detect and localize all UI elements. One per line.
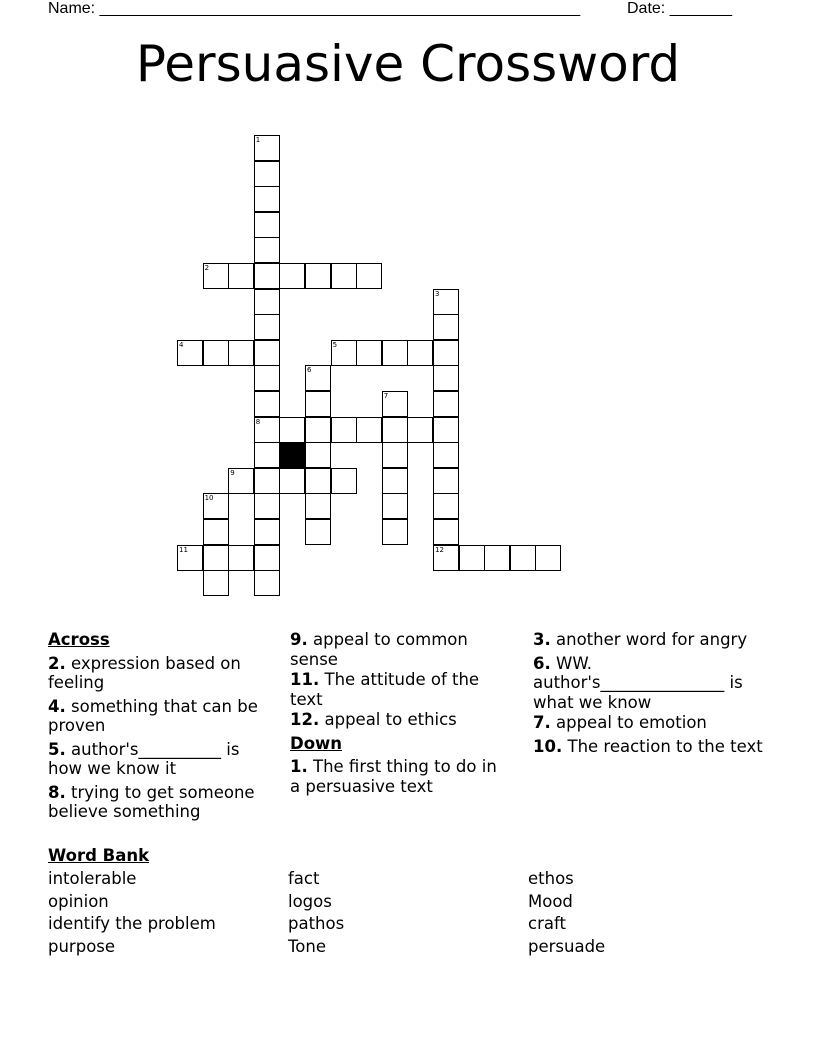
crossword-cell[interactable] (305, 519, 331, 545)
crossword-cell[interactable] (433, 391, 459, 417)
clue-text: WW. author's_______________ is what we know (533, 653, 743, 712)
crossword-cell[interactable] (510, 545, 536, 571)
clue-number: 11. (290, 670, 320, 689)
crossword-cell[interactable] (254, 314, 280, 340)
cell-number: 3 (435, 289, 440, 298)
clue-down-1 (290, 757, 510, 796)
clue-number: 12. (290, 710, 320, 729)
crossword-cell[interactable] (382, 468, 408, 494)
down-heading: Down (290, 733, 343, 753)
cell-number: 5 (332, 340, 338, 349)
clue-number: 2. (48, 653, 66, 673)
word-bank-item: intolerable (48, 869, 137, 888)
word-bank-column-2 (288, 868, 344, 958)
crossword-cell[interactable] (254, 391, 280, 417)
crossword-cell[interactable] (382, 519, 408, 545)
crossword-cell[interactable] (254, 212, 280, 238)
clue-across-8 (48, 783, 273, 822)
crossword-cell[interactable] (305, 417, 331, 443)
crossword-cell[interactable] (382, 493, 408, 519)
crossword-cell[interactable] (433, 365, 459, 391)
crossword-cell[interactable] (228, 545, 254, 571)
crossword-cell[interactable] (203, 340, 229, 366)
clue-text: trying to get someone believe something (48, 782, 255, 821)
clue-across-5 (48, 740, 273, 779)
crossword-cell[interactable] (433, 417, 459, 443)
crossword-cell[interactable] (228, 340, 254, 366)
across-heading: Across (48, 630, 110, 649)
crossword-cell[interactable] (382, 442, 408, 468)
crossword-cell[interactable] (433, 442, 459, 468)
clue-text: something that can be proven (48, 696, 258, 735)
crossword-cell[interactable] (382, 340, 408, 366)
crossword-cell[interactable] (279, 417, 305, 443)
crossword-cell[interactable] (407, 417, 433, 443)
crossword-cell[interactable] (254, 493, 280, 519)
clues-column-3 (533, 630, 773, 756)
crossword-cell[interactable] (254, 442, 280, 468)
crossword-cell[interactable] (535, 545, 561, 571)
crossword-cell[interactable] (254, 468, 280, 494)
crossword-cell[interactable] (203, 519, 229, 545)
crossword-cell[interactable] (305, 391, 331, 417)
clue-text: The attitude of the text (290, 670, 480, 709)
clue-down-3 (533, 630, 773, 650)
clue-text: appeal to ethics (324, 710, 457, 729)
word-bank-item: Tone (288, 936, 326, 956)
clue-text: appeal to common sense (290, 630, 468, 669)
word-bank-item: ethos (528, 869, 574, 888)
crossword-cell[interactable] (484, 545, 510, 571)
crossword-cell[interactable] (407, 340, 433, 366)
crossword-cell[interactable] (331, 468, 357, 494)
cell-number: 8 (255, 417, 261, 426)
crossword-cell[interactable] (305, 263, 331, 289)
clue-number: 4. (48, 696, 66, 716)
clues-column-2 (290, 630, 510, 796)
cell-number: 7 (383, 392, 389, 400)
word-bank-item: Mood (528, 891, 573, 911)
crossword-cell[interactable] (305, 493, 331, 519)
crossword-cell[interactable] (203, 263, 229, 289)
clues-column-1 (48, 630, 273, 822)
crossword-cell[interactable] (433, 545, 459, 571)
word-bank-item: opinion (48, 891, 109, 911)
date-field-label: Date: _______ (627, 0, 732, 17)
crossword-cell[interactable] (459, 545, 485, 571)
word-bank-item: fact (288, 869, 320, 888)
clue-number: 10. (533, 736, 563, 756)
crossword-cell[interactable] (356, 263, 382, 289)
clue-number: 1. (290, 757, 308, 776)
word-bank-column-1 (48, 868, 216, 958)
crossword-cell[interactable] (433, 493, 459, 519)
crossword-cell[interactable] (433, 289, 459, 315)
cell-number: 1 (255, 136, 261, 144)
crossword-cell[interactable] (254, 186, 280, 212)
clue-across-9 (290, 630, 510, 669)
crossword-block (279, 442, 305, 468)
crossword-cell[interactable] (254, 570, 280, 596)
clue-across-2 (48, 654, 273, 693)
name-field-label: Name: ______________________________________________________ (48, 0, 581, 17)
crossword-cell[interactable] (433, 314, 459, 340)
crossword-cell[interactable] (331, 340, 357, 366)
word-bank-heading: Word Bank (48, 846, 150, 865)
crossword-cell[interactable] (254, 237, 280, 263)
crossword-cell[interactable] (356, 340, 382, 366)
crossword-cell[interactable] (254, 263, 280, 289)
clue-text: author's__________ is how we know it (48, 739, 240, 778)
crossword-cell[interactable] (254, 545, 280, 571)
crossword-cell[interactable] (254, 289, 280, 315)
word-bank-item: craft (528, 914, 566, 934)
crossword-cell[interactable] (254, 365, 280, 391)
clue-down-7 (533, 713, 773, 733)
crossword-cell[interactable] (279, 468, 305, 494)
crossword-cell[interactable] (254, 161, 280, 187)
clue-number: 8. (48, 782, 66, 802)
crossword-cell[interactable] (177, 545, 203, 571)
word-bank-column-3 (528, 868, 605, 958)
crossword-cell[interactable] (331, 263, 357, 289)
crossword-cell[interactable] (203, 570, 229, 596)
crossword-cell[interactable] (356, 417, 382, 443)
crossword-cell[interactable] (254, 340, 280, 366)
clue-text: The first thing to do in a persuasive text (290, 757, 497, 796)
crossword-cell[interactable] (305, 365, 331, 391)
crossword-cell[interactable] (254, 519, 280, 545)
word-bank-item: purpose (48, 936, 116, 956)
crossword-cell[interactable] (382, 417, 408, 443)
cell-number: 2 (204, 264, 210, 272)
crossword-cell[interactable] (177, 340, 203, 366)
clue-number: 7. (533, 713, 551, 732)
crossword-cell[interactable] (305, 468, 331, 494)
cell-number: 6 (307, 366, 312, 375)
clue-across-4 (48, 697, 273, 736)
clue-number: 6. (533, 653, 551, 673)
word-bank-item: pathos (288, 914, 345, 934)
word-bank-item: persuade (528, 936, 606, 956)
clue-number: 5. (48, 739, 66, 759)
crossword-cell[interactable] (433, 519, 459, 545)
clue-text: The reaction to the text (567, 736, 763, 756)
word-bank-item: identify the problem (48, 914, 216, 934)
crossword-cell[interactable] (203, 493, 229, 519)
crossword-cell[interactable] (305, 442, 331, 468)
clue-across-11 (290, 670, 510, 709)
crossword-cell[interactable] (228, 263, 254, 289)
crossword-cell[interactable] (228, 468, 254, 494)
clue-number: 3. (533, 630, 551, 649)
cell-number: 4 (179, 340, 184, 349)
crossword-cell[interactable] (433, 468, 459, 494)
word-bank-item: logos (288, 891, 332, 911)
cell-number: 12 (435, 545, 444, 554)
crossword-cell[interactable] (433, 340, 459, 366)
crossword-cell[interactable] (254, 417, 280, 443)
crossword-cell[interactable] (279, 263, 305, 289)
crossword-cell[interactable] (382, 391, 408, 417)
clue-text: another word for angry (556, 630, 748, 649)
cell-number: 11 (179, 545, 188, 554)
clue-down-6 (533, 654, 773, 713)
crossword-cell[interactable] (203, 545, 229, 571)
clue-text: appeal to emotion (556, 713, 707, 732)
cell-number: 9 (230, 468, 235, 477)
clue-down-10 (533, 737, 773, 757)
crossword-cell[interactable] (331, 417, 357, 443)
cell-number: 10 (204, 494, 214, 503)
crossword-cell[interactable] (254, 135, 280, 161)
clue-across-12 (290, 710, 510, 730)
clue-number: 9. (290, 630, 308, 649)
page-title: Persuasive Crossword (135, 35, 681, 93)
clue-text: expression based on feeling (48, 653, 241, 692)
